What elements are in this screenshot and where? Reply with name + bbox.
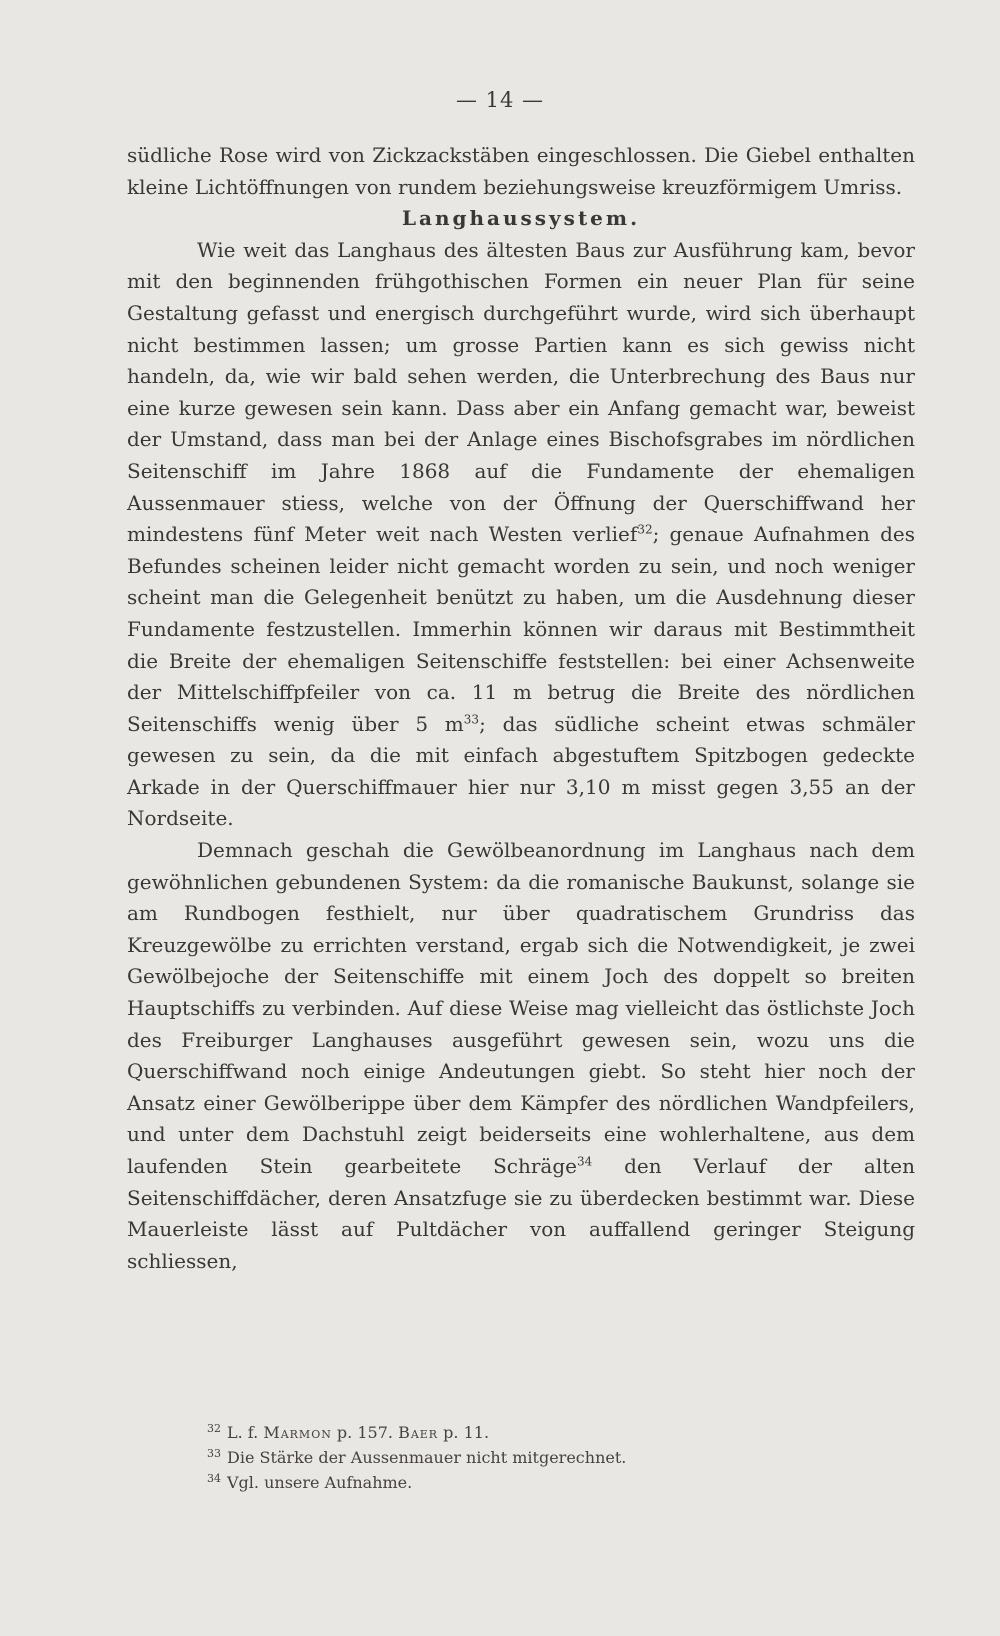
paragraph-2	[127, 235, 915, 835]
body-text	[127, 140, 915, 1277]
footnotes	[207, 1420, 907, 1495]
footnote-ref-34: 34	[577, 1154, 593, 1169]
footnote-ref-33: 33	[463, 712, 480, 727]
paragraph-2-text-b: ; genaue Aufnahmen des Befundes scheinen leider nicht gemacht worden zu sein, und noch weniger scheint man die Gelegenheit benützt zu haben, um die Ausdehnung dieser Fundamente festzustellen. Immerhin können wir daraus mit Bestimmtheit die Breite der ehemaligen Seitenschiffe feststellen: bei einer Achsenweite der Mittelschiffpfeiler von ca. 11 m betrug die Breite des nördlichen Seitenschiffs wenig über 5 m	[127, 522, 916, 736]
footnote-32	[207, 1420, 907, 1445]
paragraph-1-text: südliche Rose wird von Zickzackstäben eingeschlossen. Die Giebel enthalten kleine Lichtöffnungen von rundem beziehungsweise kreuzförmigem Umriss.	[127, 143, 915, 199]
footnote-text: L. f.	[227, 1423, 264, 1442]
paragraph-3	[127, 835, 915, 1277]
paragraph-1	[127, 140, 915, 203]
footnote-text: p. 157.	[331, 1423, 399, 1442]
footnote-ref-32: 32	[637, 522, 653, 537]
footnote-mark: 34	[207, 1471, 221, 1485]
footnote-text: p. 11.	[438, 1423, 490, 1442]
footnote-33	[207, 1445, 907, 1470]
paragraph-2-text-a: Wie weit das Langhaus des ältesten Baus zur Ausführung kam, bevor mit den beginnenden frühgothischen Formen ein neuer Plan für seine Gestaltung gefasst und energisch durchgeführt wurde, wird sich überhaupt nicht bestimmen lassen; um grosse Partien kann es sich gewiss nicht handeln, da, wie wir bald sehen werden, die Unterbrechung des Baus nur eine kurze gewesen sein kann. Dass aber ein Anfang gemacht war, beweist der Umstand, dass man bei der Anlage eines Bischofsgrabes im nördlichen Seitenschiff im Jahre 1868 auf die Fundamente der ehemaligen Aussenmauer stiess, welche von der Öffnung der Querschiffwand her mindestens fünf Meter weit nach Westen verlief	[127, 237, 915, 547]
footnote-text: Die Stärke der Aussenmauer nicht mitgerechnet.	[227, 1448, 627, 1467]
footnote-mark: 33	[207, 1446, 221, 1460]
paragraph-3-text-a: Demnach geschah die Gewölbeanordnung im Langhaus nach dem gewöhnlichen gebundenen System: da die romanische Baukunst, solange sie am Rundbogen festhielt, nur über quadratischem Grundriss das Kreuzgewölbe zu errichten verstand, ergab sich die Notwendigkeit, je zwei Gewölbejoche der Seitenschiffe mit einem Joch des doppelt so breiten Hauptschiffs zu verbinden. Auf diese Weise mag vielleicht das östlichste Joch des Freiburger Langhauses ausgeführt gewesen sein, wozu uns die Querschiffwand noch einige Andeutungen giebt. So steht hier noch der Ansatz einer Gewölberippe über dem Kämpfer des nördlichen Wandpfeilers, und unter dem Dachstuhl zeigt beiderseits eine wohlerhaltene, aus dem laufenden Stein gearbeitete Schräge	[127, 838, 915, 1178]
paragraph-3-text-b: den Verlauf der alten Seitenschiffdächer, deren Ansatzfuge sie zu überdecken bestimmt war. Diese Mauerleiste lässt auf Pultdächer von auffallend geringer Steigung schliessen,	[127, 1154, 915, 1273]
footnote-34	[207, 1470, 907, 1495]
footnote-author: Baer	[398, 1423, 439, 1442]
section-heading: Langhaussystem.	[401, 206, 641, 231]
footnote-author: Marmon	[263, 1423, 332, 1442]
paragraph-2-text-c: ; das südliche scheint etwas schmäler gewesen zu sein, da die mit einfach abgestuftem Spitzbogen gedeckte Arkade in der Querschiffmauer hier nur 3,10 m misst gegen 3,55 an der Nordseite.	[127, 711, 915, 831]
page-number: — 14 —	[455, 88, 545, 112]
footnote-mark: 32	[207, 1421, 221, 1435]
footnote-text: Vgl. unsere Aufnahme.	[227, 1473, 413, 1492]
